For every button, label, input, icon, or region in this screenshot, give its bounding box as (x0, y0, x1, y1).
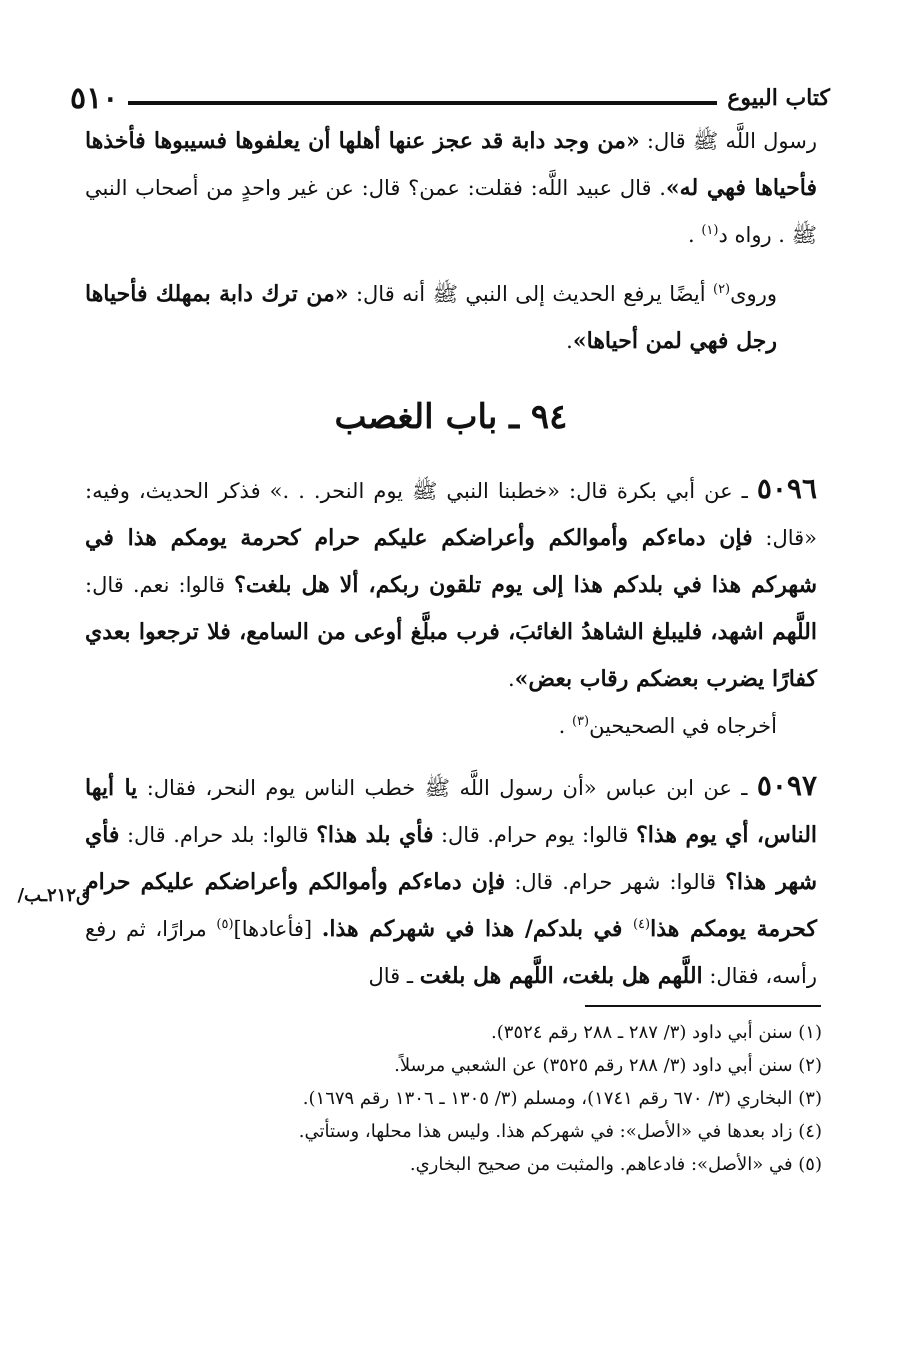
header-rule (128, 101, 717, 105)
footnote-4: (٤) زاد بعدها في «الأصل»: في شهركم هذا. وليس هذا محلها، وستأتي. (298, 1121, 822, 1142)
footnote-5: (٥) في «الأصل»: فادعاهم. والمثبت من صحيح البخاري. (409, 1154, 822, 1175)
footnote-ref: (٢) (712, 282, 731, 297)
intro-paragraph-1: رسول اللَّه ﷺ قال: «من وجد دابة قد عجز عنها أهلها أن يعلفوها فسيبوها فأخذها فأحياها فهي له». قال عبيد اللَّه: فقلت: عمن؟ قال: عن غير واحدٍ من أصحاب النبي ﷺ . رواه د$^{(١)}$ . (85, 128, 817, 247)
hadith-number: ٥٠٩٧ (756, 769, 817, 802)
hadith-quote: فإن دماءكم وأموالكم وأعراضكم عليكم حرام كحرمة يومكم هذا في شهركم هذا في بلدكم هذا إلى يوم تلقون ربكم، ألا هل بلغت؟ (85, 525, 817, 598)
manuscript-margin-note: ق٢١٢ـب/ (17, 885, 90, 906)
footnote-2: (٢) سنن أبي داود (٣/ ٢٨٨ رقم ٣٥٢٥) عن الشعبي مرسلاً. (394, 1055, 822, 1076)
hadith-5096: ٥٠٩٦ ـ عن أبي بكرة قال: «خطبنا النبي ﷺ يوم النحر. . .» فذكر الحديث، وفيه: «قال: فإن دماءكم وأموالكم وأعراضكم عليكم حرام كحرمة يومكم هذا في شهركم هذا في بلدكم هذا إلى يوم تلقون ربكم، ألا هل بلغت؟ قالوا: نعم. قال: اللَّهم اشهد، فليبلغ الشاهدُ الغائبَ، فرب مبلَّغ أوعى من السامع، فلا ترجعوا بعدي كفارًا يضرب بعضكم رقاب بعض». (85, 472, 818, 692)
footnotes (122, 1016, 822, 1181)
footnote-ref: (٥) (216, 917, 234, 932)
page-header (60, 78, 830, 118)
page-number: ٥١٠ (70, 80, 119, 116)
hadith-quote: اللَّهم اشهد، فليبلغ الشاهدُ الغائبَ، فرب مبلَّغ أوعى من السامع، فلا ترجعوا بعدي كفارًا يضرب بعضكم رقاب بعض» (85, 619, 817, 692)
footnote-ref: (١) (701, 223, 719, 238)
hadith-5097: ٥٠٩٧ ـ عن ابن عباس «أن رسول اللَّه ﷺ خطب الناس يوم النحر، فقال: يا أيها الناس، أي يوم هذا؟ قالوا: يوم حرام. قال: فأي بلد هذا؟ قالوا: بلد حرام. قال: فأي شهر هذا؟ قالوا: شهر حرام. قال: فإن دماءكم وأموالكم وأعراضكم عليكم حرام كحرمة يومكم هذا$^{(٤)}$ في بلدكم/ هذا في شهركم هذا. [فأعادها]$^{(٥)}$ مرارًا، ثم رفع رأسه، فقال: اللَّهم هل بلغت، اللَّهم هل بلغت ـ قال (85, 769, 818, 989)
footnote-separator (585, 1005, 821, 1007)
hadith-quote: «من ترك دابة بمهلك فأحياها رجل فهي لمن أحياها» (85, 281, 777, 354)
footnote-ref: (٣) (571, 714, 590, 729)
footnote-3: (٣) البخاري (٣/ ٦٧٠ رقم ١٧٤١)، ومسلم (٣/ ١٣٠٥ ـ ١٣٠٦ رقم ١٦٧٩). (302, 1088, 822, 1109)
intro-paragraph-2: وروى$^{(٢)}$ أيضًا يرفع الحديث إلى النبي ﷺ أنه قال: «من ترك دابة بمهلك فأحياها رجل فهي لمن أحياها». (85, 281, 777, 354)
hadith-5096-source: أخرجاه في الصحيحين$^{(٣)}$ . (558, 714, 777, 738)
hadith-number: ٥٠٩٦ (756, 472, 817, 505)
footnote-1: (١) سنن أبي داود (٣/ ٢٨٧ ـ ٢٨٨ رقم ٣٥٢٤). (491, 1022, 822, 1043)
book-title: كتاب البيوع (727, 85, 830, 111)
footnote-ref: (٤) (632, 917, 651, 932)
chapter-title: ٩٤ ـ باب الغصب (334, 397, 568, 437)
hadith-quote: «من وجد دابة قد عجز عنها أهلها أن يعلفوها فسيبوها فأخذها فأحياها فهي له» (85, 128, 817, 201)
page-body (85, 118, 817, 1000)
